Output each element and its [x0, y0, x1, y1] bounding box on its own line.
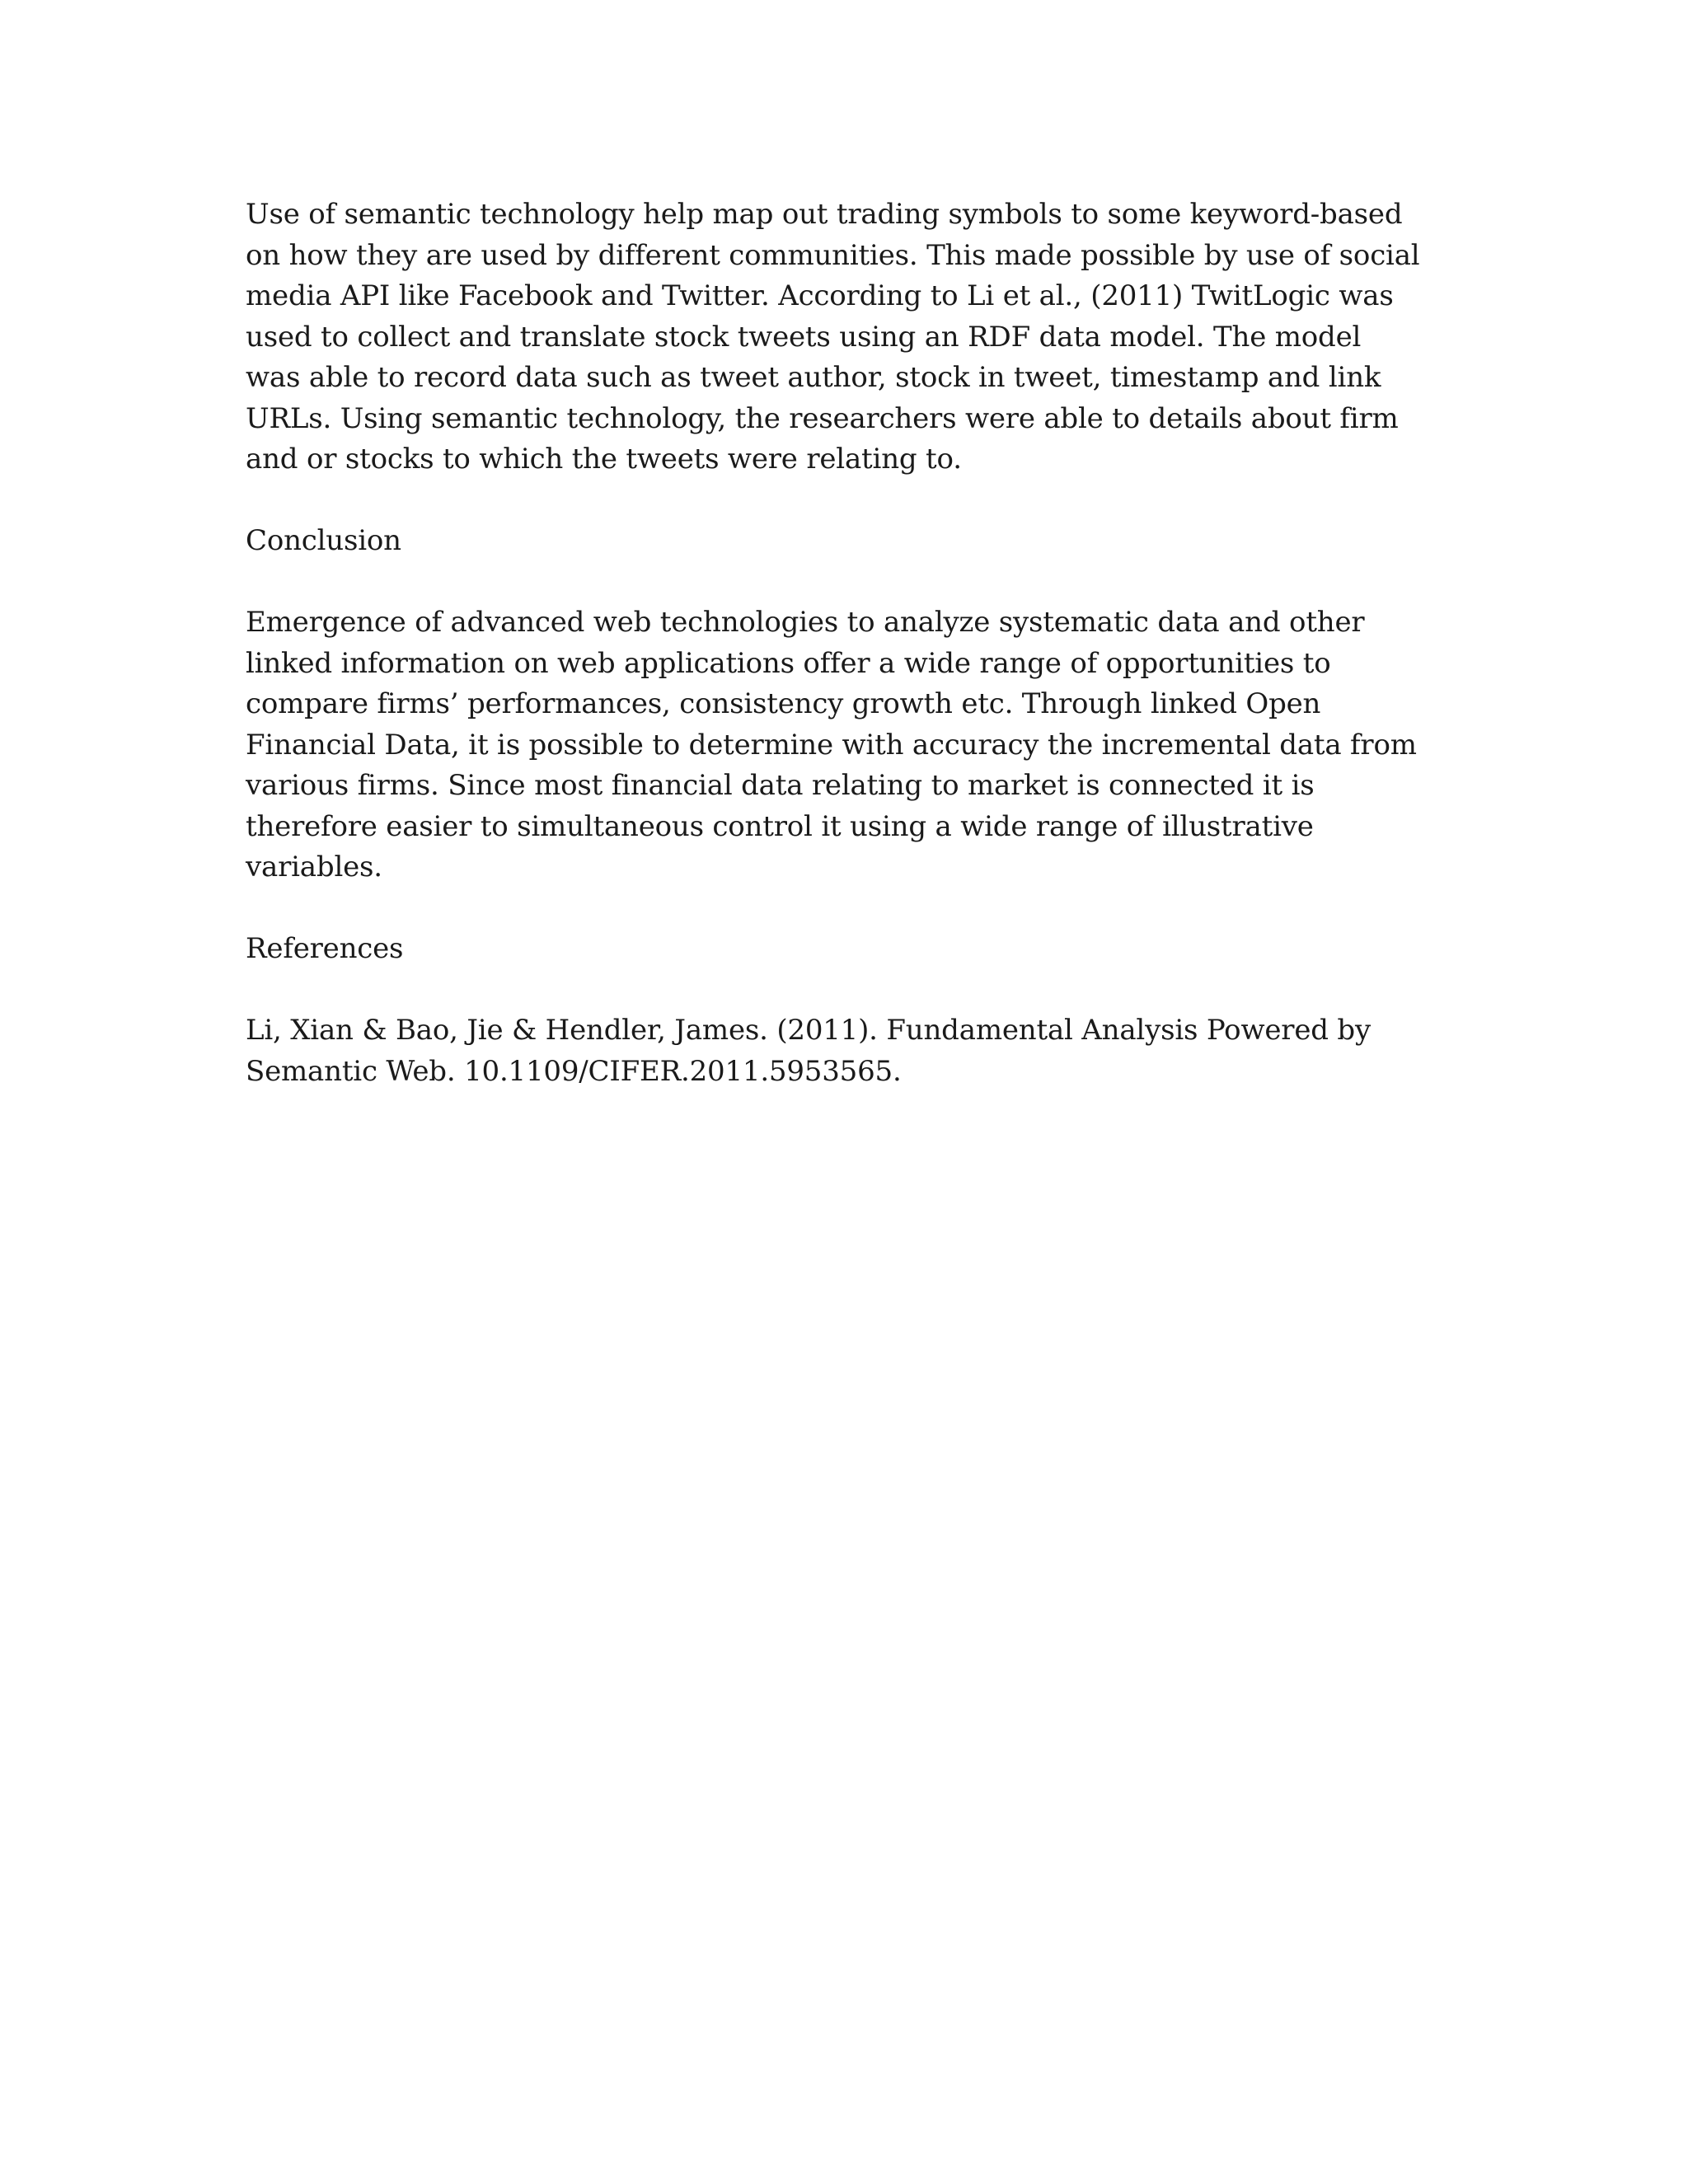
conclusion-heading: Conclusion — [246, 524, 401, 557]
conclusion-paragraph: Emergence of advanced web technologies to analyze systematic data and other linked information on web applications offer a wide range of opportunities to compare firms’ performances, consistency growth etc. Through linked Open Financial Data, it is possible to determine with accuracy the incremental data from various firms. Since most financial data relating to market is connected it is therefore easier to simultaneous control it using a wide range of illustrative variables. — [246, 606, 1417, 883]
document-body — [246, 194, 1424, 1092]
reference-entry: Li, Xian & Bao, Jie & Hendler, James. (2011). Fundamental Analysis Powered by Semantic Web. 10.1109/CIFER.2011.5953565. — [246, 1014, 1371, 1088]
references-heading: References — [246, 932, 404, 965]
body-paragraph: Use of semantic technology help map out trading symbols to some keyword-based on how they are used by different communities. This made possible by use of social media API like Facebook and Twitter. According to Li et al., (2011) TwitLogic was used to collect and translate stock tweets using an RDF data model. The model was able to record data such as tweet author, stock in tweet, timestamp and link URLs. Using semantic technology, the researchers were able to details about firm and or stocks to which the tweets were relating to. — [246, 198, 1420, 476]
